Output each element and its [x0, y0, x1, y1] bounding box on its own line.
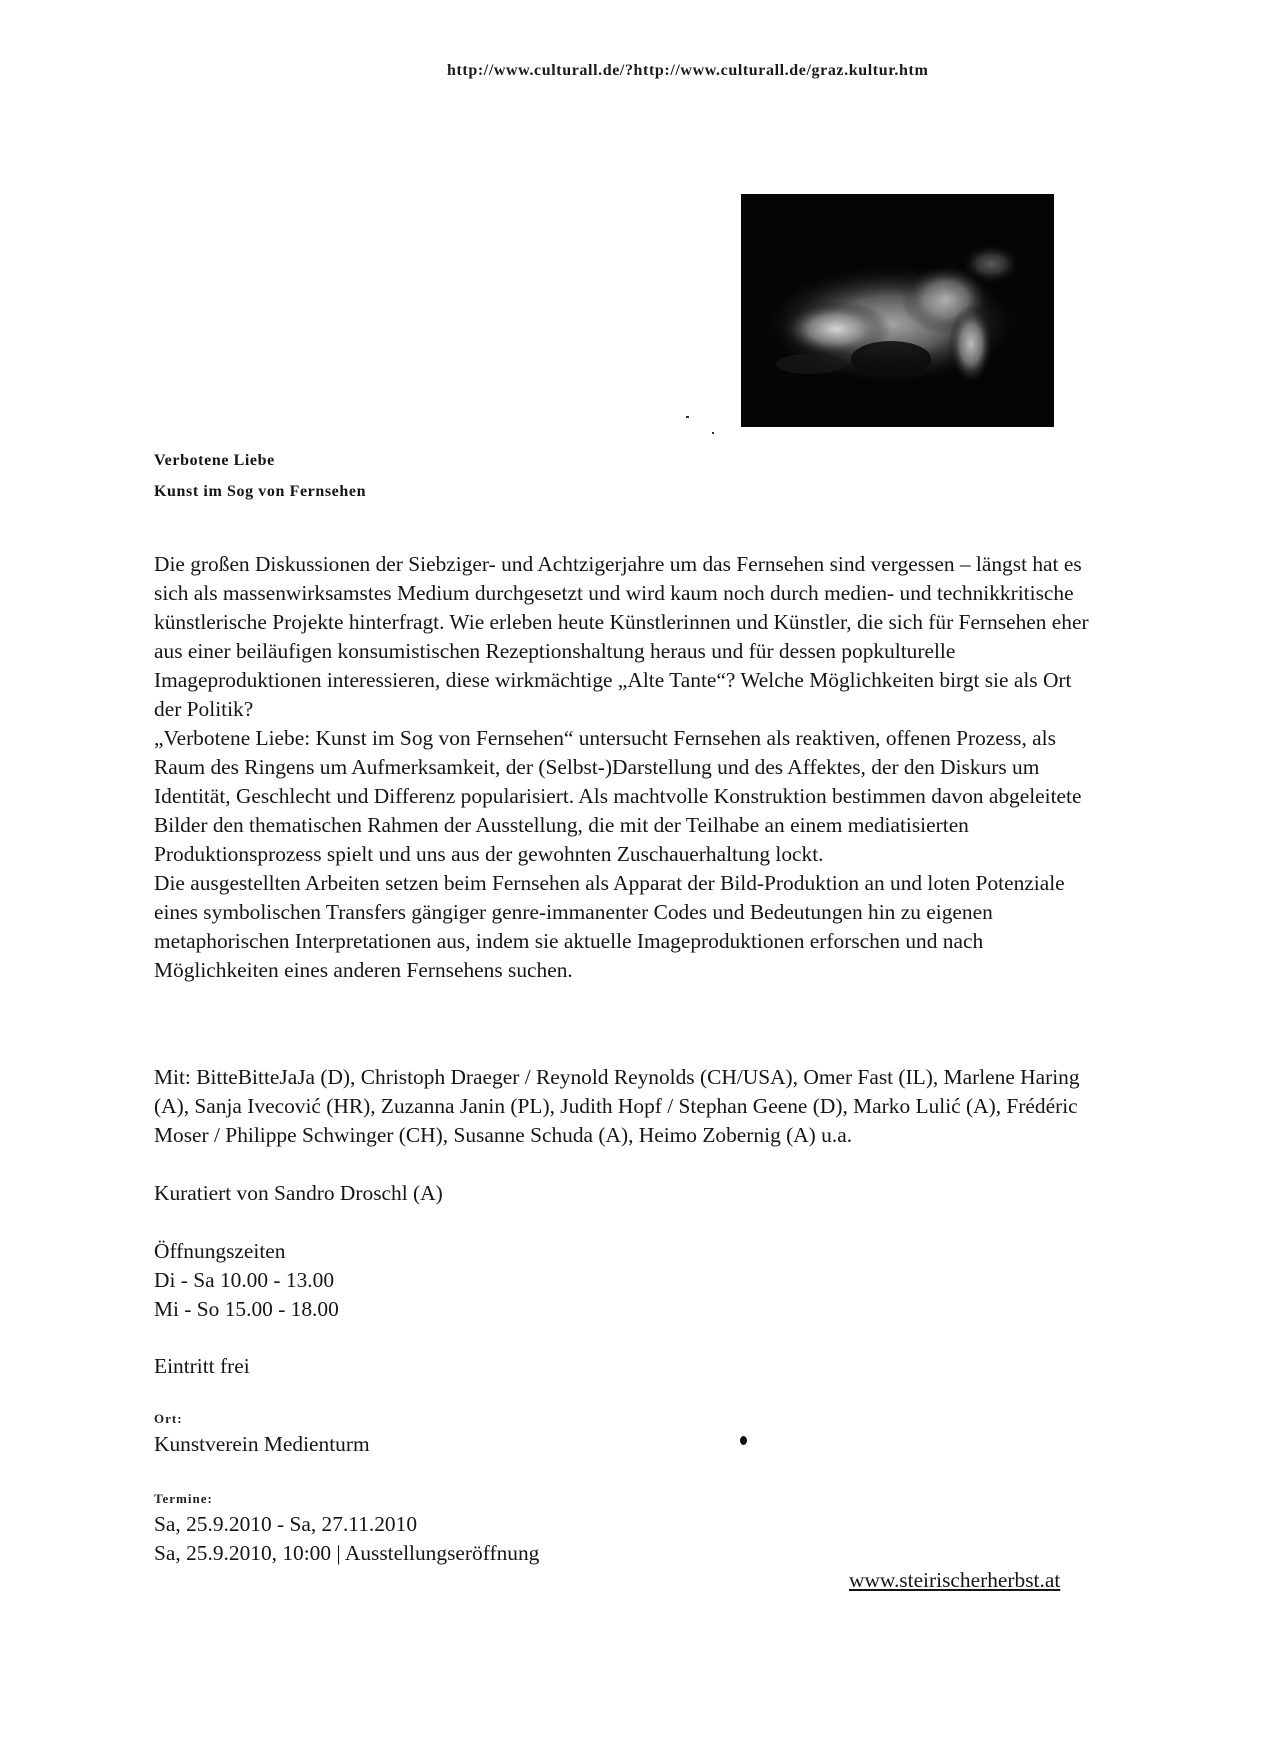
admission-text: Eintritt frei [154, 1354, 250, 1378]
scan-speck [686, 416, 689, 418]
opening-hours-line: Mi - So 15.00 - 18.00 [154, 1297, 339, 1321]
venue-name: Kunstverein Medienturm [154, 1432, 370, 1456]
scan-speck [712, 432, 714, 434]
venue-label: Ort: [154, 1411, 183, 1426]
article-subtitle: Kunst im Sog von Fernsehen [154, 483, 367, 500]
opening-date: Sa, 25.9.2010, 10:00 | Ausstellungseröffnung [154, 1541, 540, 1565]
scan-dot [740, 1436, 747, 1445]
curator-line: Kuratiert von Sandro Droschl (A) [154, 1181, 443, 1205]
body-paragraph: Die ausgestellten Arbeiten setzen beim Fernsehen als Apparat der Bild-Produktion an und loten Potenziale eines symbolischen Transfers gängiger genre-immanenter Codes und Bedeutungen hin zu eigenen metaphorischen Interpretationen aus, indem sie aktuelle Imageproduktionen erforschen und nach Möglichkeiten eines anderen Fernsehens suchen. [154, 871, 1065, 982]
dates-label: Termine: [154, 1491, 213, 1506]
article-title: Verbotene Liebe [154, 452, 275, 469]
body-paragraph: „Verbotene Liebe: Kunst im Sog von Fernsehen“ untersucht Fernsehen als reaktiven, offenen Prozess, als Raum des Ringens um Aufmerksamkeit, der (Selbst-)Darstellung und des Affektes, der den Diskurs um Identität, Geschlecht und Differenz popularisiert. Als machtvolle Konstruktion bestimmen davon abgeleitete Bilder den thematischen Rahmen der Ausstellung, die mit der Teilhabe an einem mediatisierten Produktionsprozess spielt und uns aus der gewohnten Zuschauerhaltung lockt. [154, 726, 1082, 866]
date-range: Sa, 25.9.2010 - Sa, 27.11.2010 [154, 1512, 418, 1536]
opening-hours-heading: Öffnungszeiten [154, 1239, 286, 1263]
photo-image [741, 194, 1054, 427]
exhibition-photo [741, 194, 1054, 427]
artist-list: Mit: BitteBitteJaJa (D), Christoph Draeger / Reynold Reynolds (CH/USA), Omer Fast (IL), Marlene Haring (A), Sanja Ivecović (HR), Zuzanna Janin (PL), Judith Hopf / Stephan Geene (D), Marko Lulić (A), Frédéric Moser / Philippe Schwinger (CH), Susanne Schuda (A), Heimo Zobernig (A) u.a. [154, 1065, 1080, 1147]
opening-hours-line: Di - Sa 10.00 - 13.00 [154, 1268, 335, 1292]
website-link[interactable]: www.steirischerherbst.at [849, 1568, 1061, 1592]
body-paragraph: Die großen Diskussionen der Siebziger- und Achtzigerjahre um das Fernsehen sind vergessen – längst hat es sich als massenwirksamstes Medium durchgesetzt und wird kaum noch durch medien- und technikkritische künstlerische Projekte hinterfragt. Wie erleben heute Künstlerinnen und Künstler, die sich für Fernsehen eher aus einer beiläufigen konsumistischen Rezeptionshaltung heraus und für dessen popkulturelle Imageproduktionen interessieren, diese wirkmächtige „Alte Tante“? Welche Möglichkeiten birgt sie als Ort der Politik? [154, 552, 1089, 721]
article-body [154, 550, 1094, 985]
source-url: http://www.culturall.de/?http://www.culturall.de/graz.kultur.htm [447, 62, 929, 79]
